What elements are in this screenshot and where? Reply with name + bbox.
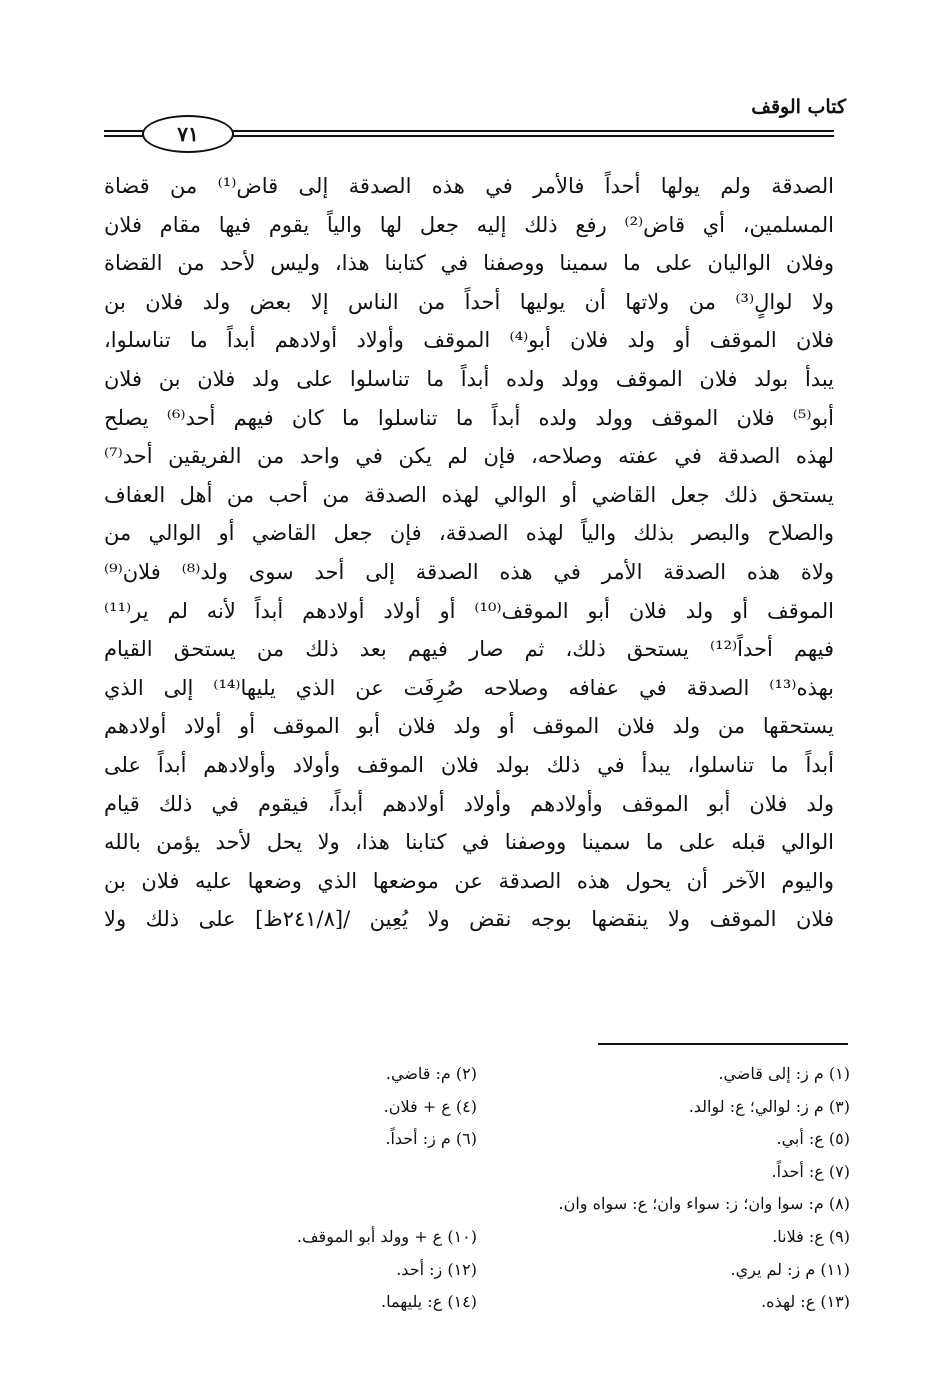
footnote: (٢) م: قاضي. (385, 1064, 477, 1083)
text-line: فيهم أحداً⁽¹²⁾ يستحق ذلك، ثم صار فيهم بعد ذلك من يستحق القيام (104, 637, 834, 662)
text-line: الوالي قبله على ما سمينا ووصفنا في كتابنا هذا، ولا يحل لأحد يؤمن بالله (104, 830, 834, 855)
text-line: واليوم الآخر أن يحول هذه الصدقة عن موضعها الذي وضعها عليه فلان بن (104, 868, 834, 893)
text-line: فلان الموقف أو ولد فلان أبو⁽⁴⁾ الموقف وأولاد أولادهم أبداً ما تناسلوا، (104, 328, 834, 353)
text-line: ولد فلان أبو الموقف وأولادهم وأولاد أولادهم أبداً، فيقوم في ذلك قيام (104, 791, 834, 816)
text-line: أبو⁽⁵⁾ فلان الموقف وولد ولده أبداً ما تناسلوا ما كان فيهم أحد⁽⁶⁾ يصلح (104, 405, 834, 430)
footnote: (١١) م ز: لم يري. (730, 1259, 850, 1279)
footnote-row (104, 1156, 850, 1189)
footnote: (١٣) ع: لهذه. (761, 1292, 850, 1312)
footnote: (٩) ع: فلانا. (772, 1226, 850, 1246)
footnote: (٨) م: سوا وان؛ ز: سواء وان؛ ع: سواه وان. (558, 1194, 850, 1214)
footnote: (١٢) ز: أحد. (396, 1259, 477, 1279)
footnote-row (104, 1286, 850, 1319)
footnote-row (104, 1254, 850, 1287)
footnote: (٥) ع: أبي. (776, 1129, 850, 1149)
footnote-separator (598, 1043, 848, 1045)
running-header-title: كتاب الوقف (751, 96, 846, 118)
page-number-badge (142, 115, 234, 153)
footnote: (٤) ع + فلان. (383, 1096, 477, 1116)
footnote: (١٤) ع: يليهما. (381, 1292, 477, 1312)
text-line: لهذه الصدقة في عفته وصلاحه، فإن لم يكن في واحد من الفريقين أحد⁽⁷⁾ (104, 444, 834, 469)
footnote: (٧) ع: أحداً. (771, 1161, 850, 1181)
text-line: وفلان الواليان على ما سمينا ووصفنا في كتابنا هذا، وليس لأحد من القضاة (104, 251, 834, 276)
footnote-row (104, 1221, 850, 1254)
text-line: أبداً ما تناسلوا، يبدأ في ذلك بولد فلان الموقف وأولاد وأولادهم أبداً على (104, 752, 834, 777)
footnote: (٣) م ز: لوالي؛ ع: لوالد. (688, 1096, 850, 1116)
footnote: (١) م ز: إلى قاضي. (718, 1064, 850, 1083)
text-line: الصدقة ولم يولها أحداً فالأمر في هذه الصدقة إلى قاض⁽¹⁾ من قضاة (104, 174, 834, 198)
text-line: يبدأ بولد فلان الموقف وولد ولده أبداً ما تناسلوا على ولد فلان بن فلان (104, 366, 834, 391)
text-line: المسلمين، أي قاض⁽²⁾ رفع ذلك إليه جعل لها والياً يقوم فيها مقام فلان (104, 212, 834, 237)
footnote-row (104, 1188, 850, 1221)
text-line: بهذه⁽¹³⁾ الصدقة في عفافه وصلاحه صُرِفَت عن الذي يليها⁽¹⁴⁾ إلى الذي (104, 675, 834, 700)
main-text (104, 167, 834, 939)
footnote: (٦) م ز: أحداً. (385, 1129, 477, 1149)
text-line: ولا لوالٍ⁽³⁾ من ولاتها أن يوليها أحداً من الناس إلا بعض ولد فلان بن (104, 289, 834, 314)
text-line: يستحق ذلك جعل القاضي أو الوالي لهذه الصدقة من أحب من أهل العفاف (104, 482, 834, 507)
text-line: والصلاح والبصر بذلك والياً لهذه الصدقة، فإن جعل القاضي أو الوالي من (104, 521, 834, 546)
text-line: فلان الموقف ولا ينقضها بوجه نقض ولا يُعِين /[٢٤١/٨ظ] على ذلك ولا (104, 907, 834, 932)
text-line: الموقف أو ولد فلان أبو الموقف⁽¹⁰⁾ أو أولاد أولادهم أبداً لأنه لم ير⁽¹¹⁾ (104, 598, 834, 623)
text-line: ولاة هذه الصدقة الأمر في هذه الصدقة إلى أحد سوى ولد⁽⁸⁾ فلان⁽⁹⁾ (104, 559, 834, 584)
footnote-row (104, 1123, 850, 1156)
footnote-row (104, 1091, 850, 1124)
page-number: ٧١ (177, 122, 199, 146)
footnotes (104, 1058, 850, 1319)
text-line: يستحقها من ولد فلان الموقف أو ولد فلان أبو الموقف أو أولاد أولادهم (104, 714, 834, 739)
footnote-row (104, 1058, 850, 1091)
footnote: (١٠) ع + وولد أبو الموقف. (296, 1226, 477, 1246)
